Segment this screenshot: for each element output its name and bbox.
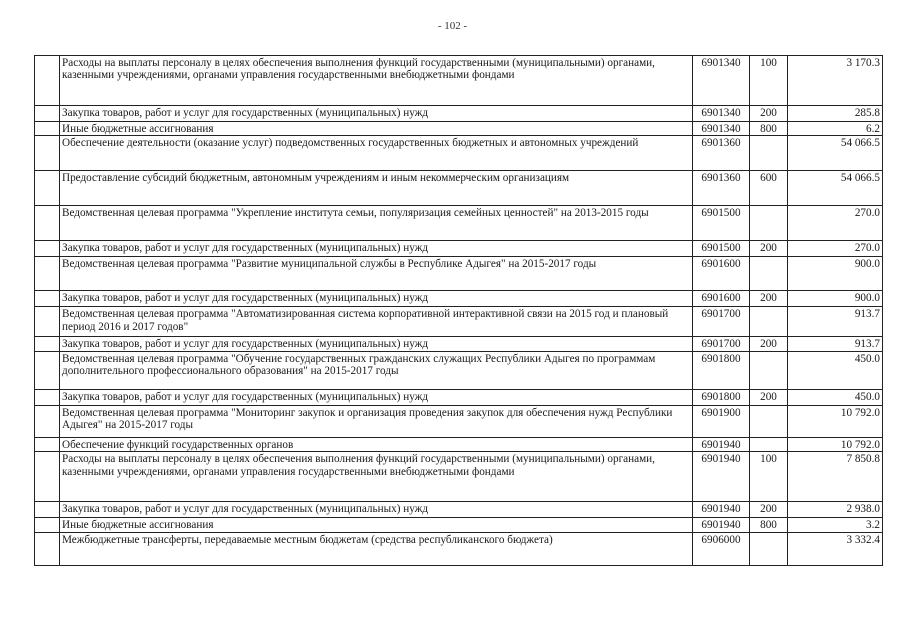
amount: 6.2 <box>788 122 883 136</box>
blank-cell <box>35 532 60 565</box>
target-code: 6901600 <box>693 291 750 307</box>
table-row <box>35 171 883 206</box>
item-name: Закупка товаров, работ и услуг для государственных (муниципальных) нужд <box>60 106 693 122</box>
target-code: 6901340 <box>693 56 750 106</box>
expense-type: 100 <box>750 452 788 502</box>
target-code: 6901500 <box>693 241 750 257</box>
table-row <box>35 106 883 122</box>
target-code: 6901800 <box>693 351 750 389</box>
table-row <box>35 502 883 518</box>
expense-type: 200 <box>750 337 788 351</box>
blank-cell <box>35 337 60 351</box>
item-name: Предоставление субсидий бюджетным, автономным учреждениям и иным некоммерческим организациям <box>60 171 693 206</box>
item-name: Иные бюджетные ассигнования <box>60 518 693 532</box>
blank-cell <box>35 122 60 136</box>
expense-type: 200 <box>750 291 788 307</box>
expense-type: 800 <box>750 122 788 136</box>
blank-cell <box>35 405 60 437</box>
item-name: Иные бюджетные ассигнования <box>60 122 693 136</box>
expense-type: 600 <box>750 171 788 206</box>
target-code: 6901360 <box>693 136 750 171</box>
expense-type <box>750 206 788 241</box>
blank-cell <box>35 291 60 307</box>
item-name: Ведомственная целевая программа "Обучение государственных гражданских служащих Республики Адыгея по программам дополнительного профессионального образования" на 2015-2017 годы <box>60 351 693 389</box>
target-code: 6901500 <box>693 206 750 241</box>
item-name: Ведомственная целевая программа "Автоматизированная система корпоративной интерактивной связи на 2015 год и плановый период 2016 и 2017 годов" <box>60 307 693 337</box>
target-code: 6901800 <box>693 389 750 405</box>
table-row <box>35 405 883 437</box>
amount: 54 066.5 <box>788 136 883 171</box>
amount: 2 938.0 <box>788 502 883 518</box>
expense-type: 200 <box>750 389 788 405</box>
target-code: 6901340 <box>693 106 750 122</box>
blank-cell <box>35 452 60 502</box>
blank-cell <box>35 206 60 241</box>
target-code: 6901600 <box>693 257 750 291</box>
expense-type <box>750 351 788 389</box>
amount: 900.0 <box>788 291 883 307</box>
table-row <box>35 307 883 337</box>
amount: 900.0 <box>788 257 883 291</box>
item-name: Обеспечение деятельности (оказание услуг) подведомственных государственных бюджетных и автономных учреждений <box>60 136 693 171</box>
table-row <box>35 136 883 171</box>
expense-type <box>750 307 788 337</box>
blank-cell <box>35 502 60 518</box>
table-row <box>35 532 883 565</box>
amount: 3 170.3 <box>788 56 883 106</box>
item-name: Обеспечение функций государственных органов <box>60 437 693 451</box>
table-row <box>35 122 883 136</box>
blank-cell <box>35 171 60 206</box>
amount: 54 066.5 <box>788 171 883 206</box>
blank-cell <box>35 351 60 389</box>
table-row <box>35 389 883 405</box>
item-name: Закупка товаров, работ и услуг для государственных (муниципальных) нужд <box>60 337 693 351</box>
expense-type <box>750 257 788 291</box>
expense-type: 800 <box>750 518 788 532</box>
expense-type <box>750 136 788 171</box>
item-name: Ведомственная целевая программа "Развитие муниципальной службы в Республике Адыгея" на 2015-2017 годы <box>60 257 693 291</box>
blank-cell <box>35 257 60 291</box>
item-name: Закупка товаров, работ и услуг для государственных (муниципальных) нужд <box>60 389 693 405</box>
blank-cell <box>35 518 60 532</box>
blank-cell <box>35 437 60 451</box>
target-code: 6901940 <box>693 437 750 451</box>
item-name: Закупка товаров, работ и услуг для государственных (муниципальных) нужд <box>60 291 693 307</box>
target-code: 6901340 <box>693 122 750 136</box>
table-row <box>35 291 883 307</box>
table-row <box>35 337 883 351</box>
table-row <box>35 241 883 257</box>
table-row <box>35 452 883 502</box>
table-row <box>35 257 883 291</box>
blank-cell <box>35 241 60 257</box>
expense-type <box>750 532 788 565</box>
amount: 7 850.8 <box>788 452 883 502</box>
target-code: 6901940 <box>693 502 750 518</box>
table-row <box>35 437 883 451</box>
amount: 3.2 <box>788 518 883 532</box>
blank-cell <box>35 136 60 171</box>
target-code: 6901360 <box>693 171 750 206</box>
blank-cell <box>35 389 60 405</box>
target-code: 6901700 <box>693 337 750 351</box>
blank-cell <box>35 106 60 122</box>
expense-type <box>750 437 788 451</box>
amount: 450.0 <box>788 351 883 389</box>
target-code: 6901940 <box>693 518 750 532</box>
target-code: 6901700 <box>693 307 750 337</box>
expense-type: 200 <box>750 241 788 257</box>
target-code: 6901940 <box>693 452 750 502</box>
amount: 450.0 <box>788 389 883 405</box>
table-row <box>35 56 883 106</box>
amount: 10 792.0 <box>788 405 883 437</box>
target-code: 6906000 <box>693 532 750 565</box>
item-name: Ведомственная целевая программа "Укрепление института семьи, популяризация семейных ценностей" на 2013-2015 годы <box>60 206 693 241</box>
amount: 913.7 <box>788 307 883 337</box>
amount: 270.0 <box>788 241 883 257</box>
table-row <box>35 206 883 241</box>
table-row <box>35 518 883 532</box>
amount: 3 332.4 <box>788 532 883 565</box>
item-name: Закупка товаров, работ и услуг для государственных (муниципальных) нужд <box>60 502 693 518</box>
amount: 270.0 <box>788 206 883 241</box>
amount: 913.7 <box>788 337 883 351</box>
expense-type: 200 <box>750 106 788 122</box>
expense-type: 200 <box>750 502 788 518</box>
blank-cell <box>35 56 60 106</box>
amount: 285.8 <box>788 106 883 122</box>
table-row <box>35 351 883 389</box>
item-name: Межбюджетные трансферты, передаваемые местным бюджетам (средства республиканского бюджета) <box>60 532 693 565</box>
budget-table <box>34 55 883 566</box>
item-name: Закупка товаров, работ и услуг для государственных (муниципальных) нужд <box>60 241 693 257</box>
item-name: Расходы на выплаты персоналу в целях обеспечения выполнения функций государственными (муниципальными) органами, казенными учреждениями, органами управления государственными внебюджетными фондами <box>60 56 693 106</box>
amount: 10 792.0 <box>788 437 883 451</box>
target-code: 6901900 <box>693 405 750 437</box>
expense-type <box>750 405 788 437</box>
blank-cell <box>35 307 60 337</box>
item-name: Ведомственная целевая программа "Мониторинг закупок и организация проведения закупок для обеспечения нужд Республики Адыгея" на 2015-2017 годы <box>60 405 693 437</box>
page-number: - 102 - <box>437 20 468 32</box>
item-name: Расходы на выплаты персоналу в целях обеспечения выполнения функций государственными (муниципальными) органами, казенными учреждениями, органами управления государственными внебюджетными фондами <box>60 452 693 502</box>
expense-type: 100 <box>750 56 788 106</box>
